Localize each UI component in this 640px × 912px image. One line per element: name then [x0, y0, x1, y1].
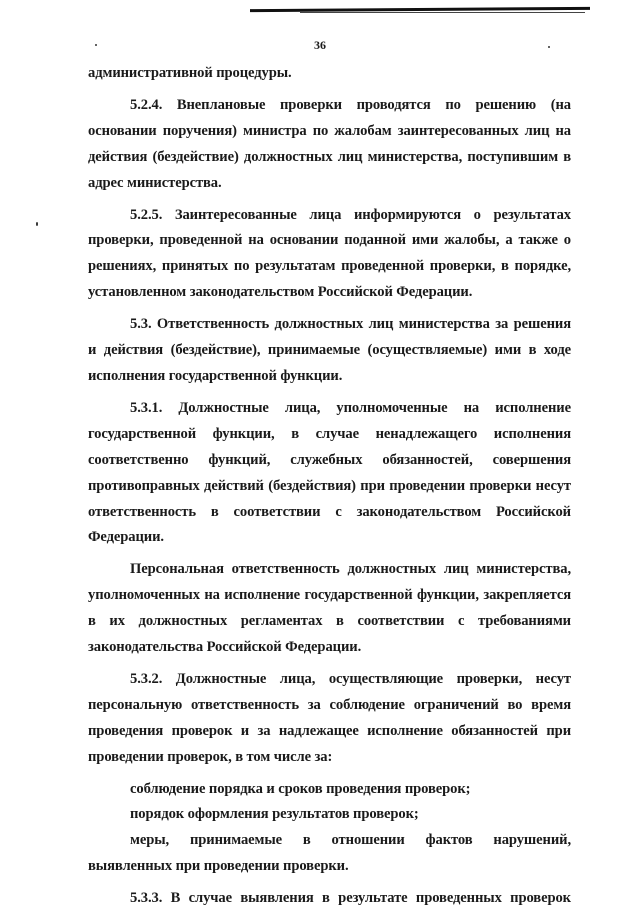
paragraph: 5.3. Ответственность должностных лиц министерства за решения и действия (бездействие), принимаемые (осуществляемые) ими в ходе исполнения государственной функции.: [88, 316, 571, 384]
list-item: порядок оформления результатов проверок;: [130, 806, 419, 823]
scan-speck: [36, 222, 38, 226]
document-body: [88, 61, 571, 912]
scan-artifact-line: [300, 12, 585, 13]
paragraph: 5.3.3. В случае выявления в результате проведенных проверок: [130, 890, 571, 907]
paragraph: 5.3.2. Должностные лица, осуществляющие проверки, несут персональную ответственность за соблюдение ограничений во время проведения проверок и за надлежащее исполнение обязанностей при проведении проверок, в том числе за:: [88, 670, 571, 765]
list-item: меры, принимаемые в отношении фактов нарушений, выявленных при проведении проверки.: [88, 832, 571, 875]
paragraph: административной процедуры.: [88, 65, 292, 81]
list-item: соблюдение порядка и сроков проведения проверок;: [130, 780, 471, 797]
paragraph: 5.3.1. Должностные лица, уполномоченные на исполнение государственной функции, в случае ненадлежащего исполнения соответственно функций, служебных обязанностей, совершения противоправных действий (бездействия) при проведении проверки несут ответственность в соответствии с законодательством Российской Федерации.: [88, 399, 571, 546]
paragraph: 5.2.4. Внеплановые проверки проводятся по решению (на основании поручения) министра по жалобам заинтересованных лиц на действия (бездействие) должностных лиц министерства, поступившим в адрес министерства.: [88, 96, 571, 191]
paragraph: 5.2.5. Заинтересованные лица информируются о результатах проверки, проведенной на основании поданной ими жалобы, а также о решениях, принятых по результатам проведенной проверки, в порядке, установленном законодательством Российской Федерации.: [88, 206, 571, 301]
paragraph: Персональная ответственность должностных лиц министерства, уполномоченных на исполнение государственной функции, закрепляется в их должностных регламентах в соответствии с требованиями законодательства Российской Федерации.: [88, 561, 571, 656]
page-number: 36: [314, 38, 326, 52]
